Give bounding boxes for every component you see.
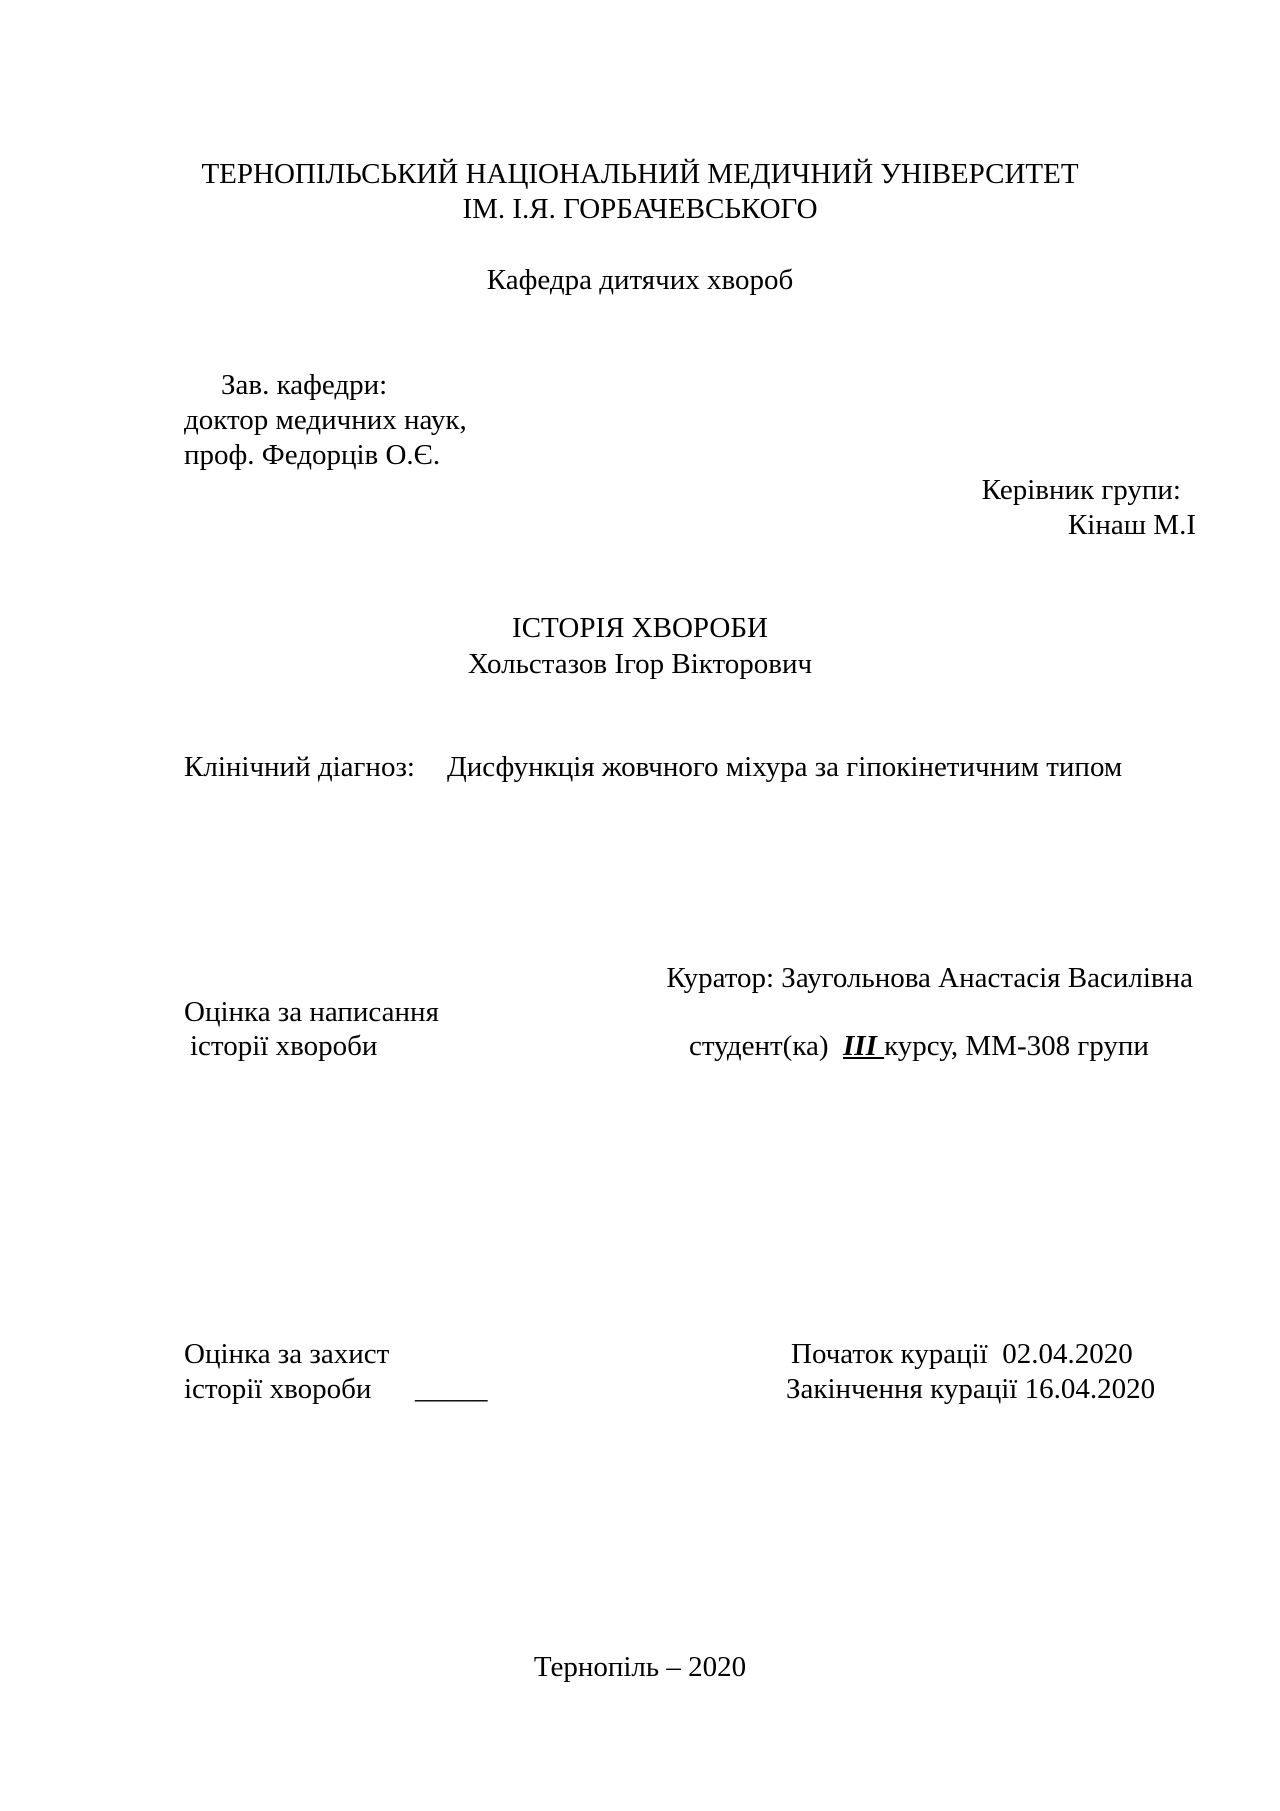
defense-grade-line1: Оцінка за захист (184, 1338, 390, 1370)
student-prefix: студент(ка) (689, 1030, 829, 1062)
diagnosis-value: Дисфункція жовчного міхура за гіпокінетичним типом (447, 751, 1123, 783)
university-name-line2: ІМ. І.Я. ГОРБАЧЕВСЬКОГО (462, 193, 818, 225)
student-course: ІІІ (843, 1030, 885, 1062)
curation-start: Початок курації 02.04.2020 (791, 1338, 1133, 1370)
university-name-line1: ТЕРНОПІЛЬСЬКИЙ НАЦІОНАЛЬНИЙ МЕДИЧНИЙ УНІВЕРСИТЕТ (201, 158, 1079, 190)
group-leader-title: Керівник групи: (981, 474, 1181, 506)
diagnosis-label: Клінічний діагноз: (184, 751, 415, 783)
student-suffix: курсу, ММ-308 групи (884, 1030, 1149, 1062)
head-of-department-name: проф. Федорців О.Є. (184, 439, 441, 471)
patient-name: Хольстазов Ігор Вікторович (467, 648, 813, 680)
head-of-department-degree: доктор медичних наук, (184, 404, 467, 436)
document-title: ІСТОРІЯ ХВОРОБИ (512, 612, 768, 644)
writing-grade-line2: історії хвороби (190, 1030, 378, 1062)
curation-end: Закінчення курації 16.04.2020 (786, 1373, 1156, 1405)
writing-grade-line1: Оцінка за написання (184, 996, 439, 1028)
defense-grade-blank: _____ (415, 1373, 488, 1405)
department-name: Кафедра дитячих хвороб (486, 264, 794, 296)
defense-grade-line2: історії хвороби (184, 1373, 372, 1405)
city-year: Тернопіль – 2020 (533, 1651, 747, 1683)
student-info (689, 1029, 1149, 1064)
head-of-department-title: Зав. кафедри: (221, 369, 388, 401)
curator-name: Куратор: Заугольнова Анастасія Василівна (666, 962, 1193, 994)
group-leader-name: Кінаш М.І (1067, 509, 1196, 541)
